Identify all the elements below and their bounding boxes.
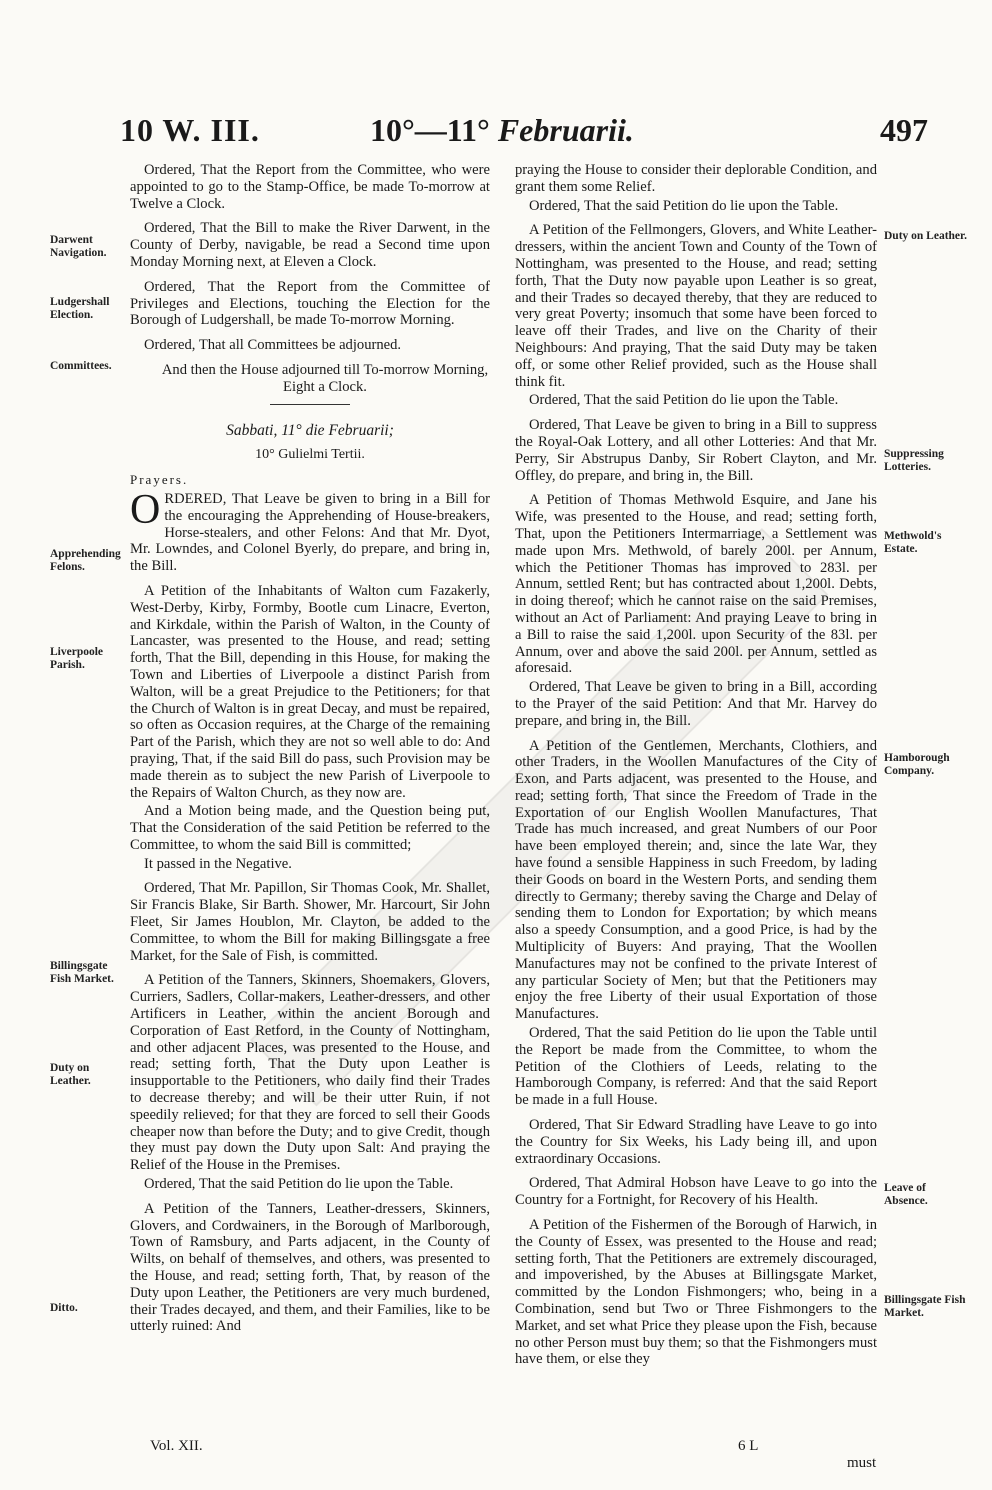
drop-capital: O [130,486,161,533]
entry-east-retford-petition: A Petition of the Tanners, Skinners, Shoemakers, Glovers, Curriers, Sadlers, Collar-makers, Leather-dressers, and other Artificers in Leather, within the ancient Borough and Corporation of East Retford, in the County of Nottingham, and other adjacent Places, was presented to the House, and read; setting forth, That the Duty upon Leather is insupportable to the Petitioners, who daily find their Trades to decrease thereby; and will be their utter Ruin, if not speedily relieved; for that they are forced to sell their Goods cheaper now than before the Duty; and to give Credit, though they must pay down the Duty upon Salt: And praying the Relief of the House in the Premises. [130,972,490,1174]
page-number: 497 [880,112,928,148]
regnal-year: 10 W. III. [120,112,260,148]
entry-petition-table: Ordered, That the said Petition do lie upon the Table. [144,1176,454,1193]
entry-walton-petition: A Petition of the Inhabitants of Walton cum Fazakerly, West-Derby, Kirby, Formby, Bootle cum Linacre, Everton, and Kirkdale, within the Parish of Walton, in the County of Lancaster, was presented to the House, and read; setting forth, That the Bill, depending in this House, for making the Town and Liberties of Liverpoole a distinct Parish from Walton, will be a great Prejudice to the Petitioners; for that the Church of Walton is in great Decay, and must be repaired, so often as Occasion requires, at the Charge of the remaining Part of the Parish, which they are not so well able to do: And praying, That, if the said Bill do pass, such Provision may be made therein as to subject the new Parish of Liverpoole to the Repairs of Walton Church, as they now are. [130,582,490,801]
entry-felons-text: RDERED, That Leave be given to bring in a Bill for the encouraging the Apprehending of House-breakers, Horse-stealers, and other Felons: And that Mr. Dyot, Mr. Lowndes, and Colonel Byerly, do prepare, and bring in, the Bill. [130,490,490,575]
margin-note-ditto: Ditto. [50,1302,78,1314]
margin-note-felons: Apprehending Felons. [50,548,121,573]
margin-note-lotteries: Suppressing Lotteries. [884,448,944,473]
volume-label: Vol. XII. [150,1438,203,1454]
entry-ludgershall: Ordered, That the Report from the Committee of Privileges and Elections, touching the Election for the Borough of Ludgershall, be made To-morrow Morning. [130,278,490,329]
section-divider [270,404,350,405]
entry-exon-petition: A Petition of the Gentlemen, Merchants, Clothiers, and other Traders, in the Woollen Manufactures of the City of Exon, and Parts adjacent, was presented to the House, and read; setting forth, That since the Freedom of Trade in the Exportation of our English Woollen Manufactures, That Trade has much increased, and great Numbers of our Poor have been employed therein; and, since the late War, they have found a sensible Happiness in such Freedom, by lading their Goods on board in the Western Ports, and sending them directly to Germany; thereby saving the Charge and Delay of sending them to London for Exportation; by which means also a speedy Consumption, and a good Price, is had by the Multiplicity of Buyers: And praying, That the Woollen Manufactures may not be confined to the private Interest of any particular Society of Men; but that the Petitioners may enjoy the free Liberty of their usual Exportation of those Manufactures. [515,737,877,1023]
margin-note-hamborough: Hamborough Company. [884,752,950,777]
entry-negative: It passed in the Negative. [144,855,292,872]
entry-stradling-leave: Ordered, That Sir Edward Stradling have Leave to go into the Country for Six Weeks, his Lady being ill, and upon extraordinary Occasions. [515,1117,877,1167]
catchword: must [847,1455,877,1471]
entry-motion: And a Motion being made, and the Question being put, That the Consideration of the said Petition be referred to the Committee, to whom the said Bill is committed; [130,803,490,853]
date-range: 10°—11° [370,112,490,148]
margin-note-liverpoole: Liverpoole Parish. [50,646,104,671]
margin-note-darwent: Darwent Navigation. [50,234,107,259]
left-column [130,162,490,1343]
entry-marlborough-continued: praying the House to consider their deplorable Condition, and grant them some Relief. [515,162,877,195]
entry-table-1: Ordered, That the said Petition do lie upon the Table. [529,197,839,214]
margin-note-absence: Leave of Absence. [884,1182,928,1207]
right-column [515,162,877,1376]
entry-nottingham-petition: A Petition of the Fellmongers, Glovers, and White Leather-dressers, within the ancient Town and County of the Town of Nottingham, was presented to the House, and read; setting forth, That the Duty now payable upon Leather is so great, and their Trades so decayed thereby, that they are reduced to very great Poverty; insomuch that some have been forced to leave off their Trades, and live on the Charity of their Neighbours: And praying, That the said Duty may be taken off, or some other Relief provided, such as the House shall think fit. [515,222,877,390]
margin-note-duty-leather: Duty on Leather. [50,1062,91,1087]
entry-methwold-bill: Ordered, That Leave be given to bring in a Bill, according to the Prayer of the said Petition: And that Mr. Harvey do prepare, and bring in, the Bill. [515,679,877,729]
day-subtitle: 10° Gulielmi Tertii. [255,447,365,463]
margin-note-billingsgate: Billingsgate Fish Market. [50,960,114,985]
margin-note-methwold: Methwold's Estate. [884,530,942,555]
page-header [0,112,992,152]
entry-hobson-leave: Ordered, That Admiral Hobson have Leave to go into the Country for a Fortnight, for Recovery of his Health. [515,1175,877,1209]
margin-note-ludgershall: Ludgershall Election. [50,296,110,321]
margin-note-duty-leather-right: Duty on Leather. [884,230,967,242]
signature-mark: 6 L [738,1438,759,1454]
entry-billingsgate-committee: Ordered, That Mr. Papillon, Sir Thomas Cook, Mr. Shallet, Sir Francis Blake, Sir Barth. Shower, Mr. Harcourt, Sir John Fleet, Sir James Houblon, Mr. Clayton, be added to the Committee, to whom the Bill for making Billingsgate a free Market, for the Sale of Fish, is committed. [130,880,490,964]
entry-committees: Ordered, That all Committees be adjourned. [144,337,402,354]
date-heading [370,112,634,149]
entry-harwich-petition: A Petition of the Fishermen of the Borough of Harwich, in the County of Essex, was presented to the House and read; setting forth, That the Petitioners are extremely discouraged, and impoverished, by the Abuses at Billingsgate Market, committed by the London Fishmongers; who, being in a Combination, send but Two or Three Fishmongers to the Market, and set what Price they please upon the Fish, because no other Person must buy them; so that the Fishmongers must have them, or else they [515,1217,877,1368]
entry-stamp-office: Ordered, That the Report from the Committee, who were appointed to go to the Stamp-Office, be made To-morrow at Twelve a Clock. [130,162,490,212]
entry-darwent: Ordered, That the Bill to make the River Darwent, in the County of Derby, navigable, be read a Second time upon Monday Morning next, at Eleven a Clock. [130,220,490,270]
prayers-heading: Prayers. [130,472,189,488]
entry-methwold-petition: A Petition of Thomas Methwold Esquire, and Jane his Wife, was presented to the House, and read; setting forth, That, upon the Petitioners Intermarriage, a Settlement was made upon Mrs. Methwold, of barely 200l. per Annum, which the Petitioner Thomas has improved to 283l. per Annum, settled Rent; but has contracted about 1,200l. Debts, in doing thereof; which he cannot raise on the said Premises, without an Act of Parliament: And praying Leave to bring in a Bill to raise the said 1,200l. upon Security of the 83l. per Annum, over and above the said 200l. per Annum, settled as aforesaid. [515,492,877,677]
day-title: Sabbati, 11° die Februarii; [226,421,394,439]
month-name: Februarii. [497,112,634,148]
entry-table-2: Ordered, That the said Petition do lie upon the Table. [529,392,839,409]
entry-marlborough-petition: A Petition of the Tanners, Leather-dressers, Skinners, Glovers, and Cordwainers, in the Borough of Marlborough, Town of Ramsbury, and Parts adjacent, in the County of Wilts, on behalf of themselves, and others, was presented to the House, and read; setting forth, That, by reason of the Duty upon Leather, the Petitioners are very much burdened, their Trades decayed, and them, and their Families, like to be utterly ruined: And [130,1200,490,1335]
entry-adjourned: And then the House adjourned till To-morrow Morning, Eight a Clock. [161,361,489,395]
margin-note-billingsgate-right: Billingsgate Fish Market. [884,1294,966,1319]
margin-note-committees: Committees. [50,360,112,372]
entry-felons [130,486,490,575]
entry-exon-table: Ordered, That the said Petition do lie upon the Table until the Report be made from the Committee, to whom the Petition of the Clothiers of Leeds, relating to the Hamborough Company, is referred: And that the said Report be made in a full House. [515,1025,877,1109]
entry-lottery-bill: Ordered, That Leave be given to bring in a Bill to suppress the Royal-Oak Lottery, and all other Lotteries: And that Mr. Perry, Sir Abstrupus Danby, Sir Robert Clayton, and Mr. Offley, do prepare, and bring in, the Bill. [515,417,877,484]
